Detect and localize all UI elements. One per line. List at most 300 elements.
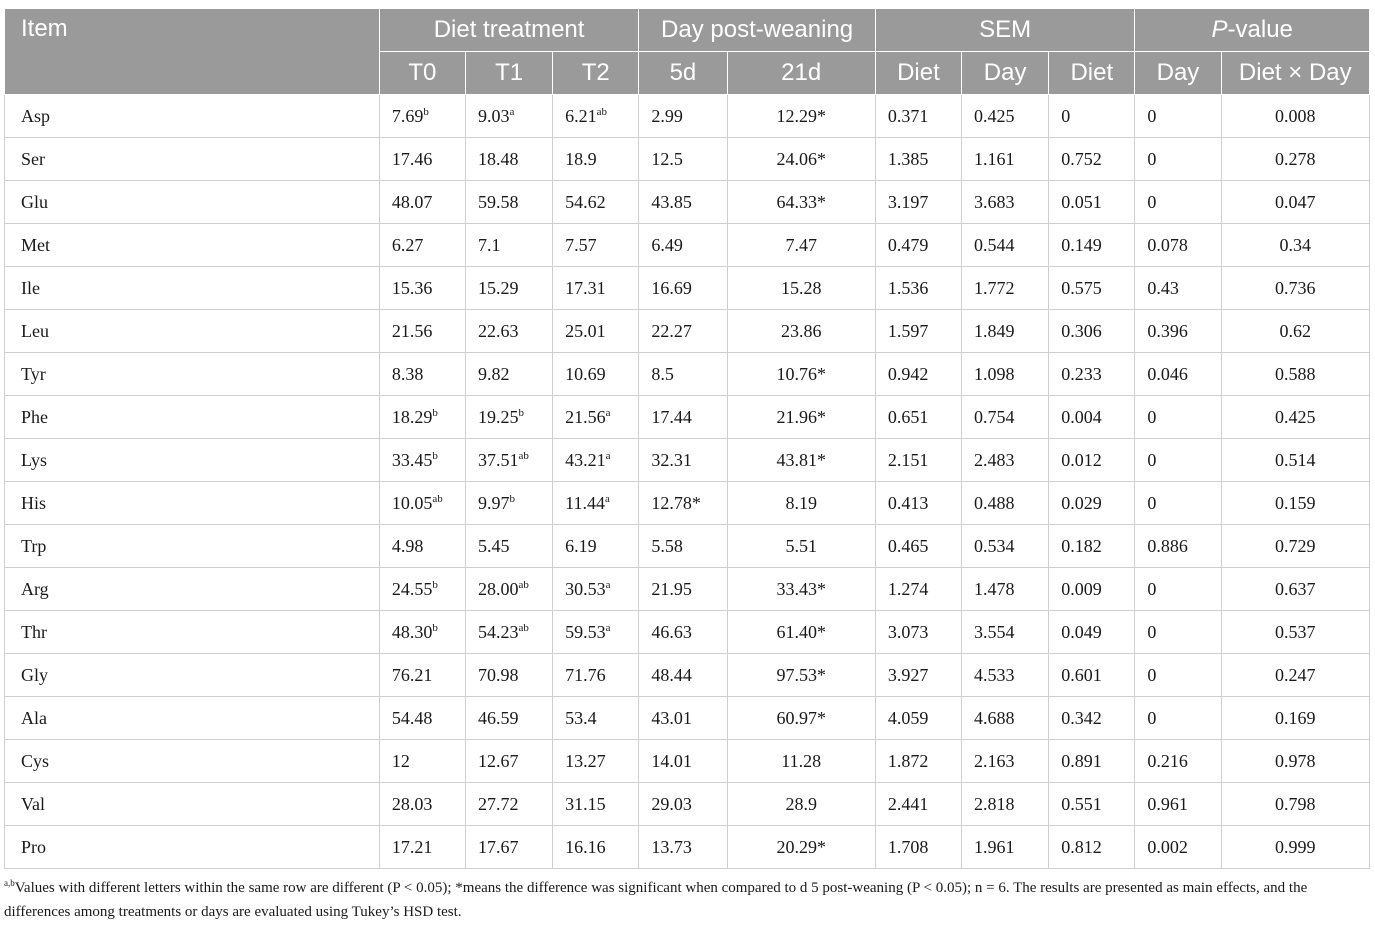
cell-t2-value: 43.21: [565, 449, 606, 470]
cell-t0-value: 28.03: [391, 793, 433, 814]
cell-sem-day-value: 3.554: [974, 621, 1015, 642]
cell-t2: [553, 353, 639, 396]
cell-sem-diet-value: 0.479: [887, 234, 929, 255]
cell-t1-value: 54.23: [477, 621, 519, 642]
cell-t2-value: 11.44: [565, 492, 606, 513]
cell-p-day: [1135, 310, 1221, 353]
cell-p-day-value: 0: [1147, 621, 1157, 642]
cell-p-diet-x-day-value: 0.537: [1275, 621, 1316, 642]
cell-t0-value: 54.48: [391, 707, 433, 728]
cell-t0: [379, 568, 465, 611]
cell-t2: [553, 525, 639, 568]
cell-5d: [639, 353, 727, 396]
cell-p-diet: [1049, 697, 1135, 740]
cell-p-diet-x-day-value: 0.729: [1275, 535, 1316, 556]
cell-t1-value: 9.97: [477, 492, 510, 513]
cell-item-value: Val: [21, 793, 45, 814]
cell-p-diet-value: 0.233: [1061, 363, 1102, 384]
significance-letter: b: [432, 578, 438, 591]
cell-sem-day-value: 1.961: [974, 836, 1015, 857]
cell-t1: [465, 482, 552, 525]
cell-21d-value: 7.47: [785, 234, 817, 255]
cell-t0-value: 33.45: [391, 449, 433, 470]
cell-sem-diet-value: 3.197: [887, 191, 929, 212]
cell-t1-value: 17.67: [477, 836, 519, 857]
cell-p-diet-x-day: [1221, 267, 1369, 310]
cell-t2-value: 21.56: [565, 406, 606, 427]
cell-p-diet-x-day: [1221, 224, 1369, 267]
cell-sem-day-value: 0.425: [974, 105, 1015, 126]
cell-sem-day: [962, 826, 1049, 869]
header-p-value: P-value: [1135, 9, 1370, 52]
cell-sem-diet-value: 3.927: [887, 664, 929, 685]
cell-t1: [465, 654, 552, 697]
cell-sem-day-value: 4.533: [974, 664, 1015, 685]
cell-sem-diet: [875, 482, 961, 525]
significance-letter: a: [605, 621, 611, 634]
cell-p-diet-x-day: [1221, 697, 1369, 740]
cell-t1-value: 28.00: [477, 578, 519, 599]
cell-sem-day: [962, 353, 1049, 396]
cell-item-value: Glu: [21, 191, 48, 212]
cell-t0: [379, 611, 465, 654]
cell-sem-day-value: 0.544: [974, 234, 1015, 255]
cell-21d: [727, 568, 875, 611]
subheader-p-diet: Diet: [1049, 52, 1135, 95]
cell-5d: [639, 310, 727, 353]
cell-sem-day-value: 4.688: [974, 707, 1015, 728]
cell-t0-value: 7.69: [391, 105, 424, 126]
cell-sem-diet: [875, 697, 961, 740]
cell-p-diet: [1049, 138, 1135, 181]
cell-p-diet-x-day: [1221, 95, 1369, 138]
cell-t1-value: 18.48: [477, 148, 519, 169]
cell-21d: [727, 310, 875, 353]
cell-sem-diet: [875, 396, 961, 439]
cell-sem-day-value: 1.772: [974, 277, 1015, 298]
cell-p-diet-value: 0.009: [1061, 578, 1102, 599]
cell-p-day: [1135, 482, 1221, 525]
cell-sem-diet-value: 1.708: [887, 836, 929, 857]
cell-t1: [465, 224, 552, 267]
cell-sem-diet: [875, 310, 961, 353]
cell-t0-value: 10.05: [391, 492, 433, 513]
cell-5d-value: 14.01: [651, 750, 692, 771]
cell-p-diet-value: 0.012: [1061, 449, 1102, 470]
cell-t1-value: 22.63: [477, 320, 519, 341]
cell-p-day-value: 0: [1147, 105, 1157, 126]
cell-t0-value: 24.55: [391, 578, 433, 599]
cell-p-day: [1135, 267, 1221, 310]
cell-sem-day-value: 0.754: [974, 406, 1015, 427]
cell-5d: [639, 697, 727, 740]
cell-p-diet: [1049, 611, 1135, 654]
cell-t0: [379, 224, 465, 267]
cell-t0: [379, 482, 465, 525]
cell-item: [5, 611, 380, 654]
cell-sem-diet-value: 1.385: [887, 148, 929, 169]
cell-sem-day-value: 1.478: [974, 578, 1015, 599]
cell-t0-value: 17.21: [391, 836, 433, 857]
cell-sem-diet: [875, 568, 961, 611]
cell-sem-day-value: 1.098: [974, 363, 1015, 384]
cell-5d: [639, 95, 727, 138]
cell-t0: [379, 353, 465, 396]
cell-sem-day: [962, 568, 1049, 611]
cell-p-day-value: 0.002: [1147, 836, 1188, 857]
cell-5d-value: 12.78*: [651, 492, 701, 513]
cell-item: [5, 482, 380, 525]
cell-p-diet-x-day: [1221, 525, 1369, 568]
cell-t0-value: 8.38: [391, 363, 424, 384]
cell-5d-value: 2.99: [651, 105, 683, 126]
cell-t2: [553, 654, 639, 697]
cell-p-diet: [1049, 740, 1135, 783]
cell-t0: [379, 95, 465, 138]
cell-sem-day: [962, 181, 1049, 224]
significance-letter: b: [432, 449, 438, 462]
cell-p-day: [1135, 783, 1221, 826]
cell-p-day: [1135, 525, 1221, 568]
significance-letter: b: [518, 406, 524, 419]
table-row: [5, 310, 1370, 353]
significance-letter: b: [432, 621, 438, 634]
cell-21d-value: 12.29*: [776, 105, 826, 126]
cell-t2: [553, 439, 639, 482]
cell-p-diet-x-day-value: 0.047: [1275, 191, 1316, 212]
cell-sem-diet: [875, 439, 961, 482]
cell-t0: [379, 697, 465, 740]
cell-21d-value: 61.40*: [776, 621, 826, 642]
cell-p-diet-x-day-value: 0.008: [1275, 105, 1316, 126]
cell-sem-diet-value: 1.872: [887, 750, 929, 771]
cell-t0: [379, 310, 465, 353]
cell-item-value: Ser: [21, 148, 45, 169]
cell-5d: [639, 826, 727, 869]
cell-t2: [553, 482, 639, 525]
cell-t2: [553, 568, 639, 611]
cell-sem-day: [962, 740, 1049, 783]
cell-21d-value: 33.43*: [776, 578, 826, 599]
cell-t2-value: 6.21: [565, 105, 597, 126]
cell-t1-value: 9.82: [477, 363, 510, 384]
cell-p-diet: [1049, 482, 1135, 525]
cell-p-day-value: 0.046: [1147, 363, 1188, 384]
cell-sem-day-value: 2.818: [974, 793, 1015, 814]
cell-p-diet-value: 0.306: [1061, 320, 1102, 341]
cell-sem-day-value: 1.849: [974, 320, 1015, 341]
cell-sem-day-value: 0.488: [974, 492, 1015, 513]
cell-p-diet-x-day: [1221, 826, 1369, 869]
cell-item-value: Met: [21, 234, 50, 255]
cell-p-diet-x-day: [1221, 783, 1369, 826]
cell-p-diet-value: 0.149: [1061, 234, 1102, 255]
cell-t1-value: 5.45: [477, 535, 510, 556]
cell-t1: [465, 740, 552, 783]
significance-letter: a: [605, 578, 611, 591]
header-diet-treatment: Diet treatment: [379, 9, 639, 52]
cell-p-diet: [1049, 224, 1135, 267]
cell-t0: [379, 654, 465, 697]
cell-p-diet-value: 0.004: [1061, 406, 1102, 427]
table-row: [5, 482, 1370, 525]
cell-5d-value: 6.49: [651, 234, 683, 255]
cell-sem-diet: [875, 138, 961, 181]
cell-p-diet-value: 0.342: [1061, 707, 1102, 728]
cell-p-diet-x-day: [1221, 396, 1369, 439]
cell-21d-value: 64.33*: [776, 191, 826, 212]
cell-t0: [379, 396, 465, 439]
subheader-t0: T0: [379, 52, 465, 95]
cell-sem-diet: [875, 783, 961, 826]
cell-p-diet-value: 0.029: [1061, 492, 1102, 513]
cell-t1: [465, 611, 552, 654]
cell-t1: [465, 439, 552, 482]
subheader-p-diet-x-day: Diet × Day: [1221, 52, 1369, 95]
cell-sem-day: [962, 310, 1049, 353]
cell-t2-value: 6.19: [565, 535, 597, 556]
cell-t1: [465, 310, 552, 353]
significance-letter: ab: [518, 449, 529, 462]
significance-letter: a: [605, 449, 611, 462]
cell-sem-diet: [875, 611, 961, 654]
cell-5d: [639, 740, 727, 783]
cell-5d: [639, 267, 727, 310]
cell-p-diet: [1049, 353, 1135, 396]
cell-21d: [727, 138, 875, 181]
subheader-p-day: Day: [1135, 52, 1221, 95]
cell-sem-day: [962, 697, 1049, 740]
cell-p-diet: [1049, 267, 1135, 310]
cell-21d: [727, 439, 875, 482]
cell-item: [5, 439, 380, 482]
cell-5d-value: 46.63: [651, 621, 692, 642]
cell-item-value: Ile: [21, 277, 40, 298]
cell-p-day: [1135, 224, 1221, 267]
cell-t2: [553, 138, 639, 181]
cell-t2: [553, 181, 639, 224]
cell-t1-value: 12.67: [477, 750, 519, 771]
cell-p-diet: [1049, 181, 1135, 224]
cell-21d: [727, 267, 875, 310]
cell-sem-day-value: 0.534: [974, 535, 1015, 556]
cell-item-value: His: [21, 492, 47, 513]
table-row: [5, 95, 1370, 138]
table-row: [5, 826, 1370, 869]
cell-p-day-value: 0: [1147, 578, 1157, 599]
cell-5d: [639, 482, 727, 525]
cell-sem-diet-value: 1.274: [887, 578, 929, 599]
cell-21d-value: 21.96*: [776, 406, 826, 427]
cell-21d-value: 11.28: [781, 750, 822, 771]
header-day-post-weaning: Day post-weaning: [639, 9, 876, 52]
cell-sem-diet-value: 0.465: [887, 535, 929, 556]
cell-item-value: Cys: [21, 750, 50, 771]
cell-p-diet-x-day: [1221, 568, 1369, 611]
cell-t0-value: 18.29: [391, 406, 433, 427]
cell-5d-value: 21.95: [651, 578, 692, 599]
cell-p-diet-x-day: [1221, 611, 1369, 654]
cell-p-diet-x-day-value: 0.247: [1275, 664, 1316, 685]
cell-sem-day: [962, 611, 1049, 654]
cell-t2: [553, 826, 639, 869]
subheader-sem-day: Day: [962, 52, 1049, 95]
cell-t0-value: 15.36: [391, 277, 433, 298]
cell-t2: [553, 697, 639, 740]
significance-letter: ab: [596, 105, 608, 118]
cell-p-day: [1135, 654, 1221, 697]
cell-p-day-value: 0.216: [1147, 750, 1188, 771]
subheader-t1: T1: [465, 52, 552, 95]
cell-21d-value: 10.76*: [776, 363, 826, 384]
table-row: [5, 138, 1370, 181]
cell-t0-value: 4.98: [391, 535, 424, 556]
cell-item: [5, 697, 380, 740]
cell-p-diet-x-day: [1221, 353, 1369, 396]
cell-p-day: [1135, 568, 1221, 611]
cell-t1: [465, 138, 552, 181]
cell-sem-diet-value: 1.597: [887, 320, 929, 341]
cell-21d-value: 23.86: [780, 320, 822, 341]
cell-p-day: [1135, 396, 1221, 439]
cell-t0: [379, 181, 465, 224]
table-row: [5, 353, 1370, 396]
subheader-t2: T2: [553, 52, 639, 95]
cell-5d-value: 12.5: [651, 148, 683, 169]
significance-letter: b: [423, 105, 429, 118]
cell-sem-diet: [875, 654, 961, 697]
cell-5d: [639, 181, 727, 224]
cell-t1: [465, 568, 552, 611]
table-row: [5, 396, 1370, 439]
cell-item: [5, 654, 380, 697]
cell-t1-value: 59.58: [477, 191, 519, 212]
cell-t0: [379, 826, 465, 869]
cell-5d-value: 43.01: [651, 707, 692, 728]
cell-p-diet-x-day: [1221, 310, 1369, 353]
cell-t2: [553, 396, 639, 439]
cell-p-day-value: 0: [1147, 492, 1157, 513]
cell-21d-value: 5.51: [785, 535, 817, 556]
cell-t1-value: 7.1: [477, 234, 501, 255]
cell-5d-value: 43.85: [651, 191, 692, 212]
cell-sem-day: [962, 525, 1049, 568]
cell-5d-value: 13.73: [651, 836, 692, 857]
table-row: [5, 740, 1370, 783]
cell-sem-diet: [875, 224, 961, 267]
cell-item-value: Arg: [21, 578, 49, 599]
cell-5d-value: 5.58: [651, 535, 683, 556]
cell-5d: [639, 439, 727, 482]
cell-t2-value: 31.15: [565, 793, 606, 814]
cell-item: [5, 826, 380, 869]
table-row: [5, 654, 1370, 697]
cell-sem-diet: [875, 353, 961, 396]
cell-sem-day: [962, 783, 1049, 826]
cell-5d: [639, 654, 727, 697]
cell-p-day-value: 0.961: [1147, 793, 1188, 814]
cell-p-day-value: 0: [1147, 664, 1157, 685]
cell-21d: [727, 353, 875, 396]
cell-t1: [465, 181, 552, 224]
cell-p-day: [1135, 826, 1221, 869]
subheader-sem-diet: Diet: [875, 52, 961, 95]
cell-21d: [727, 525, 875, 568]
cell-p-diet-x-day: [1221, 482, 1369, 525]
cell-t1-value: 46.59: [477, 707, 519, 728]
cell-t2-value: 25.01: [565, 320, 606, 341]
cell-t2: [553, 740, 639, 783]
cell-t0: [379, 525, 465, 568]
cell-t0: [379, 740, 465, 783]
cell-21d: [727, 482, 875, 525]
cell-item: [5, 95, 380, 138]
cell-item-value: Asp: [21, 105, 51, 126]
header-item: Item: [5, 9, 380, 95]
header-sem: SEM: [875, 9, 1135, 52]
significance-letter: ab: [432, 492, 443, 505]
cell-item: [5, 310, 380, 353]
cell-21d-value: 28.9: [785, 793, 817, 814]
cell-p-day: [1135, 181, 1221, 224]
cell-item-value: Ala: [21, 707, 47, 728]
cell-t0: [379, 138, 465, 181]
cell-p-diet-value: 0.051: [1061, 191, 1102, 212]
table-row: [5, 697, 1370, 740]
cell-t2-value: 7.57: [565, 234, 597, 255]
cell-21d-value: 97.53*: [776, 664, 826, 685]
cell-sem-diet-value: 3.073: [887, 621, 929, 642]
cell-21d: [727, 654, 875, 697]
cell-p-diet: [1049, 525, 1135, 568]
cell-sem-diet: [875, 181, 961, 224]
cell-p-diet-value: 0.182: [1061, 535, 1102, 556]
table-footnote: $^{a,b}$Values with different letters within the same row are different (P < 0.05); *means the difference was significant when compared to d 5 post-weaning (P < 0.05); n = 6. The results are presented as main effects, and the differences among treatments or days are evaluated using Tukey’s HSD test.: [4, 878, 1308, 920]
cell-p-diet-x-day-value: 0.978: [1275, 750, 1316, 771]
cell-t0-value: 21.56: [391, 320, 433, 341]
cell-p-day: [1135, 611, 1221, 654]
cell-t2: [553, 224, 639, 267]
cell-21d: [727, 697, 875, 740]
cell-p-day-value: 0.886: [1147, 535, 1188, 556]
cell-t0: [379, 267, 465, 310]
cell-p-diet-value: 0.752: [1061, 148, 1102, 169]
cell-t1: [465, 396, 552, 439]
cell-p-day-value: 0: [1147, 191, 1157, 212]
cell-t1: [465, 353, 552, 396]
cell-p-diet: [1049, 654, 1135, 697]
cell-p-diet-x-day: [1221, 654, 1369, 697]
cell-sem-diet-value: 2.151: [887, 449, 929, 470]
cell-item: [5, 396, 380, 439]
subheader-21d: 21d: [727, 52, 875, 95]
cell-item-value: Thr: [21, 621, 47, 642]
cell-21d-value: 43.81*: [776, 449, 826, 470]
cell-p-diet-x-day: [1221, 439, 1369, 482]
cell-sem-day: [962, 95, 1049, 138]
cell-5d-value: 16.69: [651, 277, 692, 298]
cell-21d-value: 24.06*: [776, 148, 826, 169]
cell-item: [5, 267, 380, 310]
significance-letter: a: [509, 105, 515, 118]
cell-sem-day-value: 2.483: [974, 449, 1015, 470]
amino-acid-table-container: [4, 8, 1370, 869]
table-row: [5, 224, 1370, 267]
cell-21d: [727, 740, 875, 783]
cell-p-day-value: 0: [1147, 148, 1157, 169]
cell-t2: [553, 95, 639, 138]
cell-t2-value: 59.53: [565, 621, 606, 642]
